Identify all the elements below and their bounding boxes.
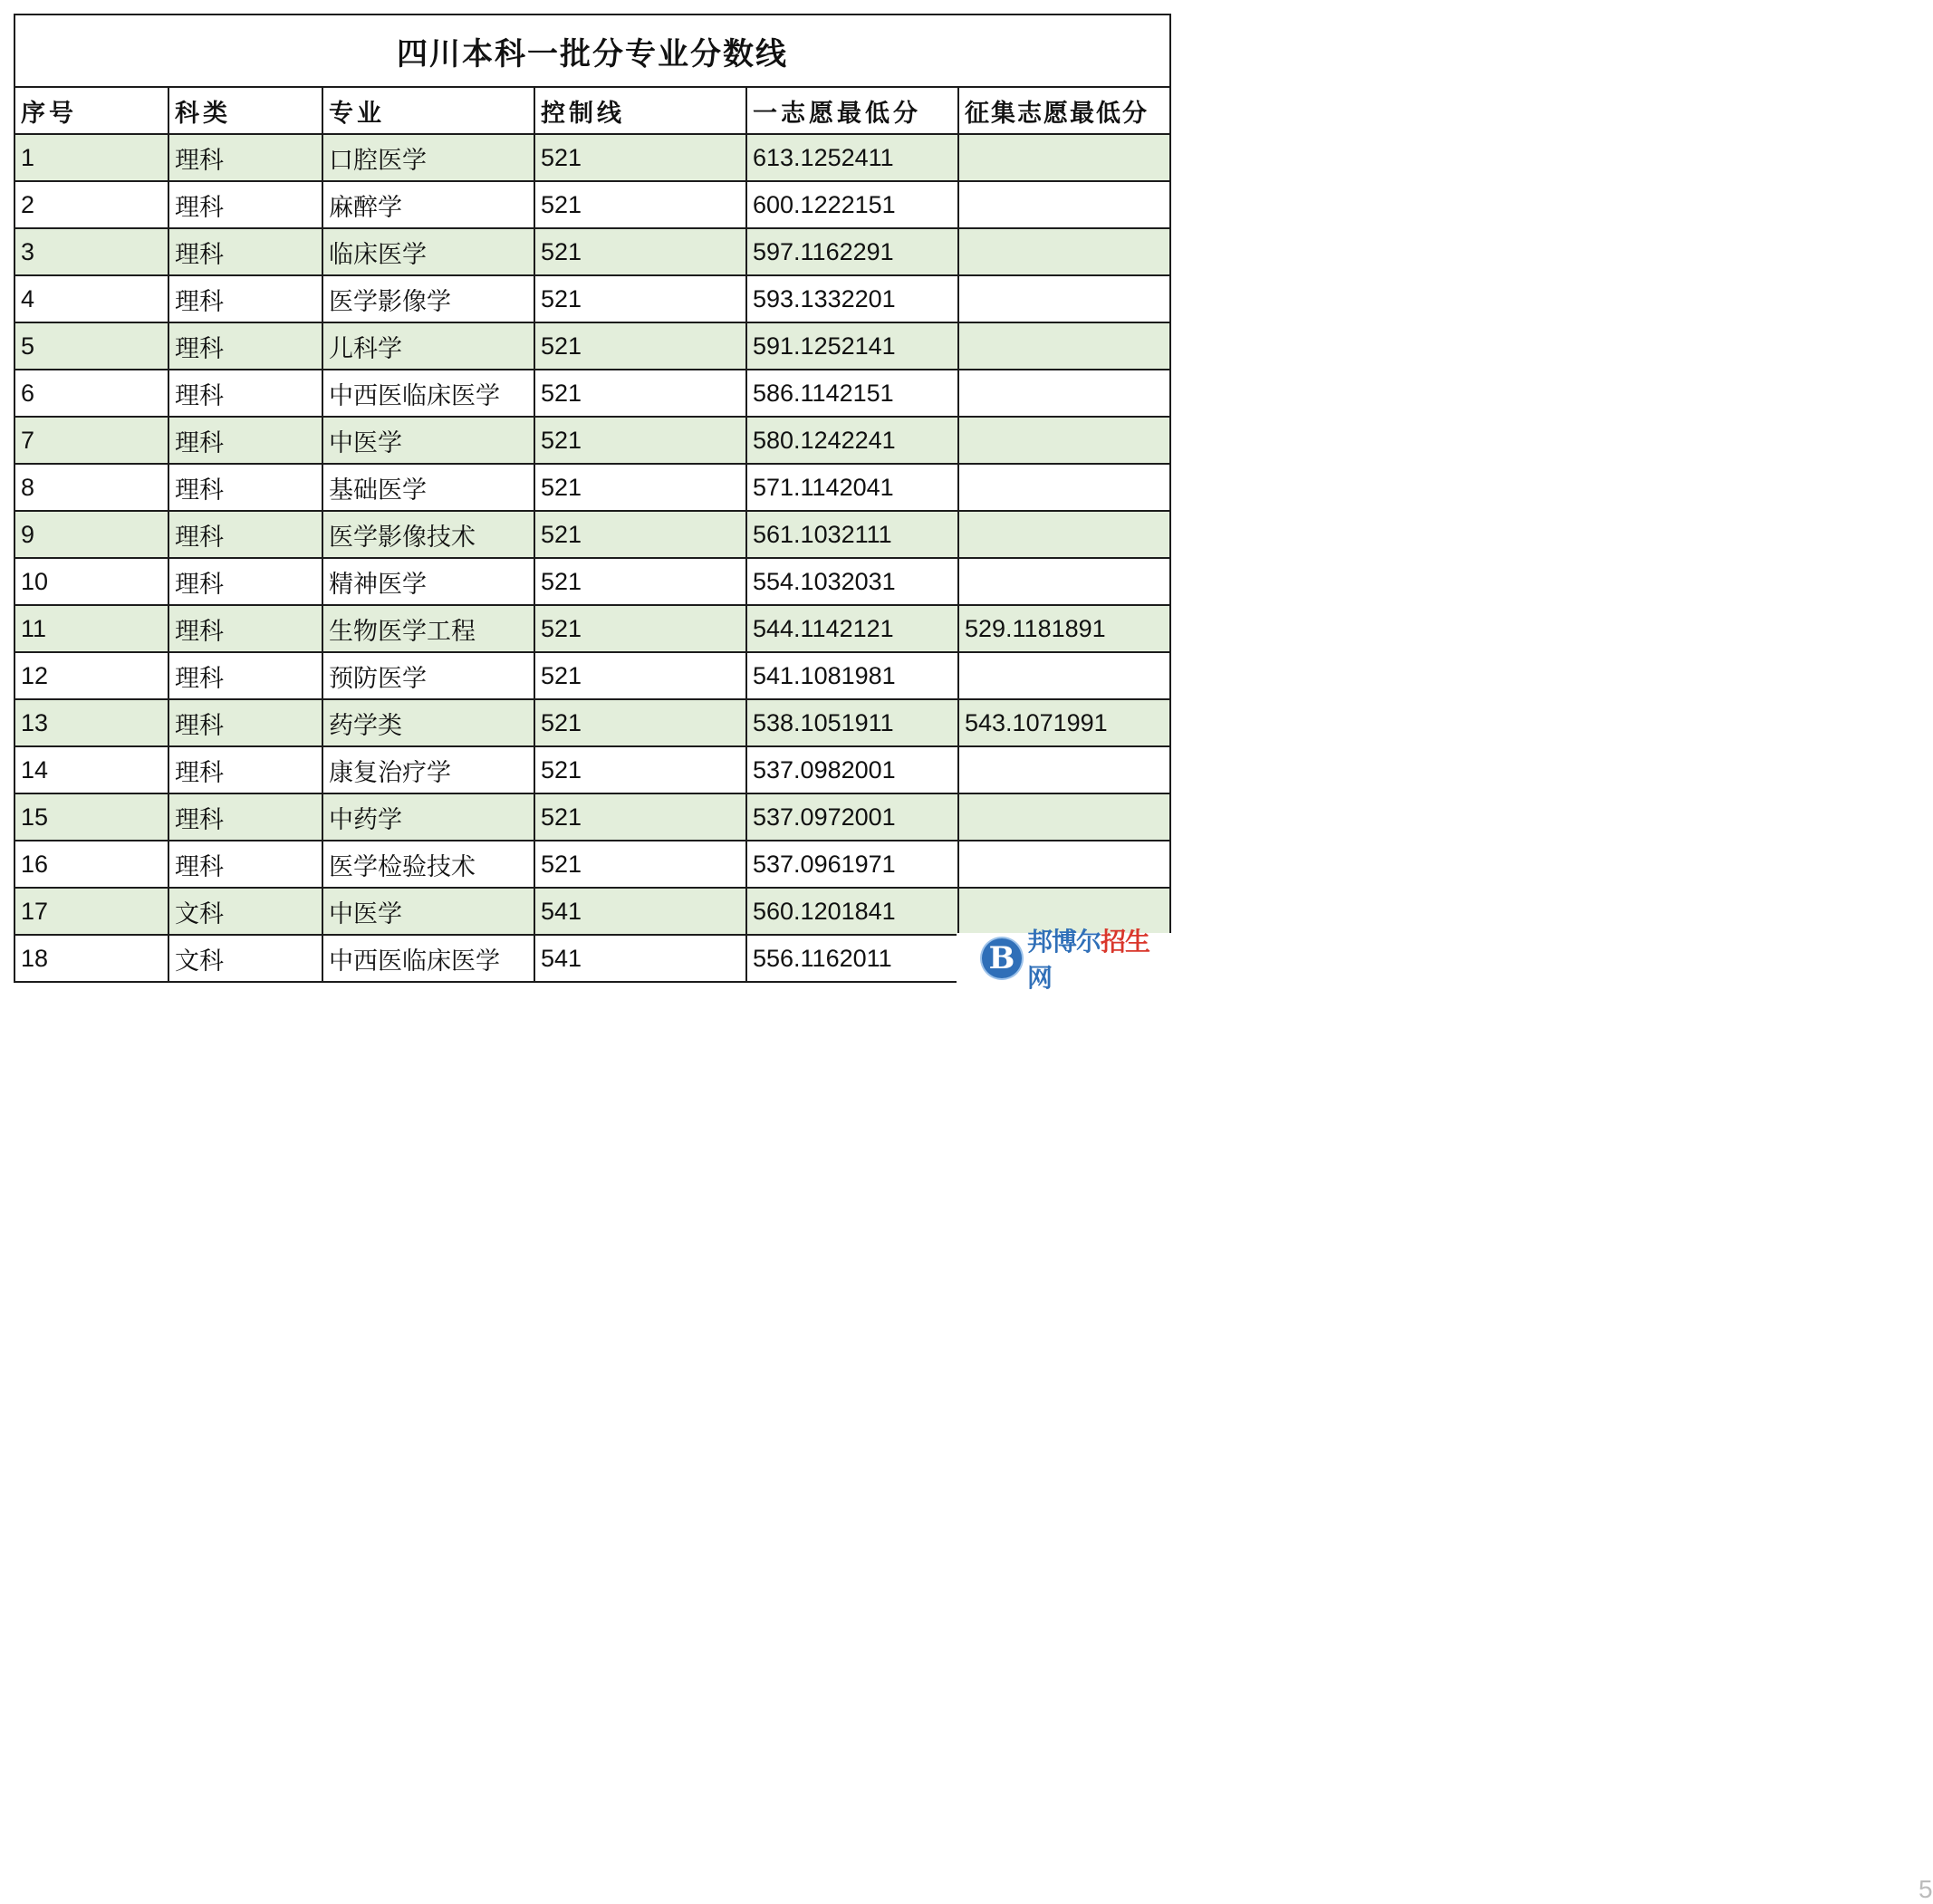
cell-index: 12 xyxy=(14,652,168,699)
cell-category: 理科 xyxy=(168,558,322,605)
cell-index: 6 xyxy=(14,370,168,417)
table-row xyxy=(14,888,1170,935)
cell-index: 2 xyxy=(14,181,168,228)
cell-control-line: 521 xyxy=(534,746,746,793)
cell-first-choice-min: 537.0961971 xyxy=(746,841,958,888)
cell-control-line: 521 xyxy=(534,370,746,417)
cell-first-choice-min: 537.0982001 xyxy=(746,746,958,793)
cell-major: 医学检验技术 xyxy=(322,841,534,888)
cell-first-choice-min: 554.1032031 xyxy=(746,558,958,605)
cell-index: 11 xyxy=(14,605,168,652)
cell-index: 7 xyxy=(14,417,168,464)
cell-first-choice-min: 560.1201841 xyxy=(746,888,958,935)
cell-supplementary-min xyxy=(958,181,1170,228)
cell-first-choice-min: 580.1242241 xyxy=(746,417,958,464)
cell-category: 文科 xyxy=(168,888,322,935)
watermark-logo-icon: B xyxy=(980,937,1024,980)
table-row xyxy=(14,464,1170,511)
title-row xyxy=(14,14,1170,87)
cell-major: 医学影像技术 xyxy=(322,511,534,558)
cell-major: 中西医临床医学 xyxy=(322,370,534,417)
cell-control-line: 521 xyxy=(534,793,746,841)
watermark-ghost-text: 5 xyxy=(1919,1875,1933,1903)
header-first-choice-min: 一志愿最低分 xyxy=(746,87,958,134)
cell-supplementary-min xyxy=(958,841,1170,888)
cell-major: 口腔医学 xyxy=(322,134,534,181)
cell-major: 医学影像学 xyxy=(322,275,534,322)
table-row xyxy=(14,746,1170,793)
cell-first-choice-min: 600.1222151 xyxy=(746,181,958,228)
cell-first-choice-min: 613.1252411 xyxy=(746,134,958,181)
cell-index: 5 xyxy=(14,322,168,370)
cell-major: 中药学 xyxy=(322,793,534,841)
cell-major: 中医学 xyxy=(322,888,534,935)
cell-supplementary-min xyxy=(958,370,1170,417)
header-major: 专业 xyxy=(322,87,534,134)
cell-control-line: 521 xyxy=(534,699,746,746)
cell-category: 理科 xyxy=(168,464,322,511)
cell-supplementary-min xyxy=(958,652,1170,699)
cell-control-line: 541 xyxy=(534,935,746,982)
cell-supplementary-min xyxy=(958,275,1170,322)
cell-major: 中医学 xyxy=(322,417,534,464)
header-control-line: 控制线 xyxy=(534,87,746,134)
cell-control-line: 521 xyxy=(534,228,746,275)
table-row xyxy=(14,558,1170,605)
header-category: 科类 xyxy=(168,87,322,134)
cell-index: 17 xyxy=(14,888,168,935)
cell-category: 理科 xyxy=(168,228,322,275)
cell-major: 精神医学 xyxy=(322,558,534,605)
cell-supplementary-min xyxy=(958,322,1170,370)
cell-index: 1 xyxy=(14,134,168,181)
table-row xyxy=(14,275,1170,322)
cell-first-choice-min: 591.1252141 xyxy=(746,322,958,370)
cell-supplementary-min: 543.1071991 xyxy=(958,699,1170,746)
cell-major: 康复治疗学 xyxy=(322,746,534,793)
table-row xyxy=(14,370,1170,417)
cell-major: 临床医学 xyxy=(322,228,534,275)
cell-major: 基础医学 xyxy=(322,464,534,511)
table-row xyxy=(14,134,1170,181)
table-row xyxy=(14,228,1170,275)
cell-index: 4 xyxy=(14,275,168,322)
header-index: 序号 xyxy=(14,87,168,134)
cell-supplementary-min xyxy=(958,558,1170,605)
cell-supplementary-min xyxy=(958,228,1170,275)
cell-first-choice-min: 538.1051911 xyxy=(746,699,958,746)
cell-supplementary-min xyxy=(958,417,1170,464)
cell-control-line: 521 xyxy=(534,464,746,511)
cell-control-line: 521 xyxy=(534,558,746,605)
table-row xyxy=(14,417,1170,464)
cell-category: 理科 xyxy=(168,841,322,888)
cell-first-choice-min: 541.1081981 xyxy=(746,652,958,699)
cell-control-line: 521 xyxy=(534,275,746,322)
table-title: 四川本科一批分专业分数线 xyxy=(14,14,1170,87)
cell-control-line: 521 xyxy=(534,652,746,699)
table-row xyxy=(14,322,1170,370)
watermark-site-name xyxy=(1027,922,1174,995)
score-table xyxy=(14,14,1171,983)
cell-first-choice-min: 586.1142151 xyxy=(746,370,958,417)
table-row xyxy=(14,605,1170,652)
cell-category: 理科 xyxy=(168,511,322,558)
cell-first-choice-min: 544.1142121 xyxy=(746,605,958,652)
watermark-name-part1: 邦博尔 xyxy=(1026,927,1101,957)
cell-first-choice-min: 571.1142041 xyxy=(746,464,958,511)
cell-major: 生物医学工程 xyxy=(322,605,534,652)
cell-category: 文科 xyxy=(168,935,322,982)
cell-category: 理科 xyxy=(168,605,322,652)
cell-first-choice-min: 537.0972001 xyxy=(746,793,958,841)
cell-control-line: 521 xyxy=(534,322,746,370)
cell-index: 9 xyxy=(14,511,168,558)
cell-supplementary-min xyxy=(958,134,1170,181)
cell-supplementary-min xyxy=(958,464,1170,511)
cell-major: 药学类 xyxy=(322,699,534,746)
cell-category: 理科 xyxy=(168,181,322,228)
cell-category: 理科 xyxy=(168,417,322,464)
cell-control-line: 521 xyxy=(534,511,746,558)
cell-major: 儿科学 xyxy=(322,322,534,370)
header-supplementary-min: 征集志愿最低分 xyxy=(958,87,1170,134)
table-row xyxy=(14,511,1170,558)
cell-index: 10 xyxy=(14,558,168,605)
cell-supplementary-min xyxy=(958,511,1170,558)
cell-supplementary-min xyxy=(958,746,1170,793)
watermark-name-part2: 招生 xyxy=(1101,927,1150,957)
cell-major: 麻醉学 xyxy=(322,181,534,228)
cell-supplementary-min xyxy=(958,793,1170,841)
table-row xyxy=(14,181,1170,228)
header-row xyxy=(14,87,1170,134)
cell-control-line: 541 xyxy=(534,888,746,935)
cell-index: 15 xyxy=(14,793,168,841)
watermark-name-part3: 网 xyxy=(1026,963,1052,993)
cell-first-choice-min: 597.1162291 xyxy=(746,228,958,275)
cell-index: 13 xyxy=(14,699,168,746)
cell-index: 16 xyxy=(14,841,168,888)
cell-control-line: 521 xyxy=(534,134,746,181)
cell-first-choice-min: 593.1332201 xyxy=(746,275,958,322)
cell-first-choice-min: 556.1162011 xyxy=(746,935,958,982)
cell-category: 理科 xyxy=(168,322,322,370)
cell-control-line: 521 xyxy=(534,841,746,888)
table-row xyxy=(14,841,1170,888)
cell-category: 理科 xyxy=(168,275,322,322)
cell-index: 3 xyxy=(14,228,168,275)
table-row xyxy=(14,793,1170,841)
cell-index: 8 xyxy=(14,464,168,511)
cell-first-choice-min: 561.1032111 xyxy=(746,511,958,558)
cell-index: 14 xyxy=(14,746,168,793)
cell-category: 理科 xyxy=(168,793,322,841)
cell-category: 理科 xyxy=(168,134,322,181)
table-row xyxy=(14,699,1170,746)
watermark xyxy=(957,927,1933,1903)
cell-control-line: 521 xyxy=(534,181,746,228)
cell-major: 预防医学 xyxy=(322,652,534,699)
cell-category: 理科 xyxy=(168,699,322,746)
cell-category: 理科 xyxy=(168,370,322,417)
cell-category: 理科 xyxy=(168,746,322,793)
cell-major: 中西医临床医学 xyxy=(322,935,534,982)
cell-supplementary-min: 529.1181891 xyxy=(958,605,1170,652)
cell-index: 18 xyxy=(14,935,168,982)
table-row xyxy=(14,652,1170,699)
cell-category: 理科 xyxy=(168,652,322,699)
cell-control-line: 521 xyxy=(534,417,746,464)
cell-control-line: 521 xyxy=(534,605,746,652)
